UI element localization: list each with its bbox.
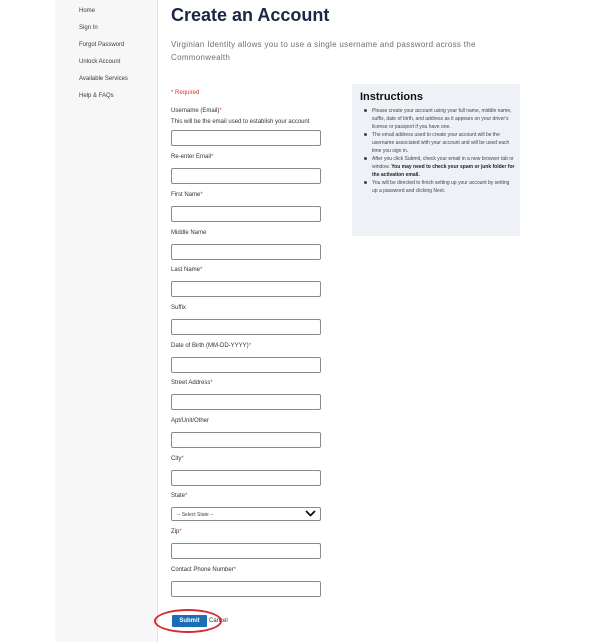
sidebar-item-sign-in[interactable]: Sign In [79,25,98,31]
street-address-input[interactable] [171,394,321,410]
sidebar-item-help-faqs[interactable]: Help & FAQs [79,93,114,99]
sidebar-item-available-services[interactable]: Available Services [79,76,128,82]
instruction-item: After you click Submit, check your email in a new browser tab or window. You may need to check your spam or junk folder for the activation email. [363,155,515,179]
sidebar-item-home[interactable]: Home [79,8,96,14]
chevron-down-icon [305,510,316,518]
last-name-label: Last Name* [171,267,203,273]
dob-input[interactable] [171,357,321,373]
username-email-input[interactable] [171,130,321,146]
state-label: State* [171,493,188,499]
reenter-email-input[interactable] [171,168,321,184]
submit-button[interactable]: Submit [172,615,207,627]
phone-label: Contact Phone Number* [171,567,237,573]
instructions-panel [352,84,520,236]
street-address-label: Street Address* [171,380,213,386]
middle-name-input[interactable] [171,244,321,260]
zip-input[interactable] [171,543,321,559]
username-label: Username (Email)* [171,108,222,114]
first-name-label: First Name* [171,192,203,198]
username-help: This will be the email used to establish your account [171,119,310,125]
last-name-input[interactable] [171,281,321,297]
suffix-input[interactable] [171,319,321,335]
intro-text: Virginian Identity allows you to use a single username and password across the Commonwealth [171,40,476,62]
sidebar-item-unlock-account[interactable]: Unlock Account [79,59,121,65]
instruction-item: The email address used to create your account will be the username associated with your account and will be used each time you sign in. [363,131,515,155]
state-select-value: -- Select State -- [177,512,214,518]
apt-label: Apt/Unit/Other [171,418,210,424]
instructions-title: Instructions [360,91,423,103]
cancel-link[interactable]: Cancel [209,618,228,624]
zip-label: Zip* [171,529,182,535]
instructions-list [363,107,515,195]
bullet-icon [364,133,367,136]
apt-input[interactable] [171,432,321,448]
sidebar-nav [55,0,157,642]
phone-input[interactable] [171,581,321,597]
state-select[interactable] [171,507,321,521]
city-input[interactable] [171,470,321,486]
instruction-item: Please create your account using your full name, middle name, suffix, date of birth, and address as it appears on your driver's license or passport if you have one. [363,107,515,131]
sidebar-item-forgot-password[interactable]: Forgot Password [79,42,125,48]
bullet-icon [364,181,367,184]
city-label: City* [171,456,184,462]
required-note: * Required [171,90,200,96]
dob-label: Date of Birth (MM-DD-YYYY)* [171,343,252,349]
bullet-icon [364,157,367,160]
instruction-item: You will be directed to finish setting up your account by setting up a password and clicking Next. [363,179,515,195]
bullet-icon [364,109,367,112]
page-title: Create an Account [171,5,330,25]
reenter-email-label: Re-enter Email* [171,154,214,160]
suffix-label: Suffix [171,305,186,311]
middle-name-label: Middle Name [171,230,207,236]
first-name-input[interactable] [171,206,321,222]
